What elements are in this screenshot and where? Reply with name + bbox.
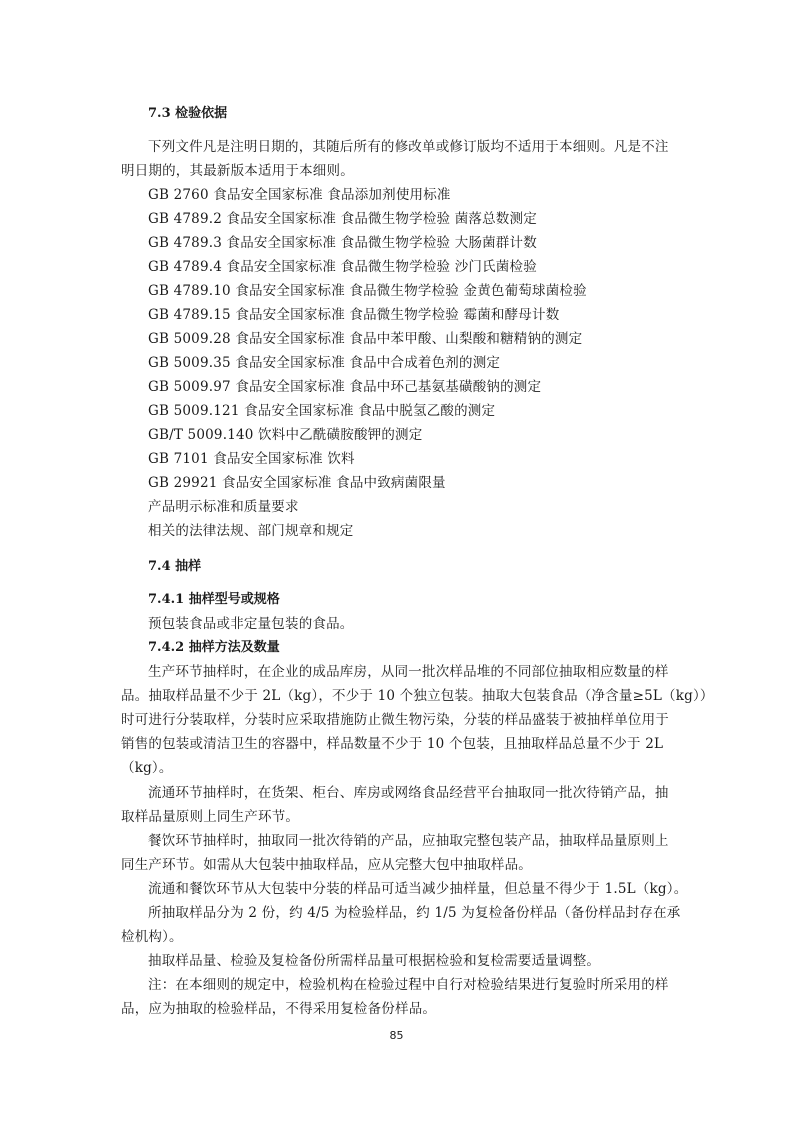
page-number: 85 xyxy=(389,1029,404,1042)
section-7-4-1-heading: 7.4.1 抽样型号或规格 xyxy=(148,592,280,607)
paragraph-line: 所抽取样品分为 2 份，约 4/5 为检验样品，约 1/5 为复检备份样品（备份样品封存在承 xyxy=(148,905,681,921)
paragraph-line: 抽取样品量、检验及复检备份所需样品量可根据检验和复检需要适量调整。 xyxy=(148,953,601,969)
intro-line-2: 明日期的，其最新版本适用于本细则。 xyxy=(121,163,354,179)
paragraph-line: 流通和餐饮环节从大包装中分装的样品可适当减少抽样量，但总量不得少于 1.5L（kg）。 xyxy=(148,881,688,897)
reference-item: GB 4789.4 食品安全国家标准 食品微生物学检验 沙门氏菌检验 xyxy=(148,259,537,275)
reference-item: GB 2760 食品安全国家标准 食品添加剂使用标准 xyxy=(148,187,451,203)
paragraph-line: 时可进行分装取样，分装时应采取措施防止微生物污染，分装的样品盛装于被抽样单位用于 xyxy=(121,712,669,728)
paragraph-line: 检机构）。 xyxy=(121,929,183,945)
note-line: 品，应为抽取的检验样品，不得采用复检备份样品。 xyxy=(121,1001,437,1017)
reference-item: GB 4789.10 食品安全国家标准 食品微生物学检验 金黄色葡萄球菌检验 xyxy=(148,283,587,299)
reference-item: GB 5009.121 食品安全国家标准 食品中脱氢乙酸的测定 xyxy=(148,403,496,419)
paragraph-line: 同生产环节。如需从大包装中抽取样品，应从完整大包中抽取样品。 xyxy=(121,857,532,873)
section-7-4-1-text: 预包装食品或非定量包装的食品。 xyxy=(148,616,354,632)
section-7-4-heading: 7.4 抽样 xyxy=(148,559,202,574)
section-7-3-heading: 7.3 检验依据 xyxy=(148,106,228,121)
paragraph-line: （kg）。 xyxy=(121,760,173,776)
reference-item: GB 4789.3 食品安全国家标准 食品微生物学检验 大肠菌群计数 xyxy=(148,235,537,251)
reference-item: 相关的法律法规、部门规章和规定 xyxy=(148,523,354,539)
reference-item: GB 7101 食品安全国家标准 饮料 xyxy=(148,451,355,467)
paragraph-line: 取样品量原则上同生产环节。 xyxy=(121,809,300,825)
paragraph-line: 流通环节抽样时，在货架、柜台、库房或网络食品经营平台抽取同一批次待销产品，抽 xyxy=(148,785,669,801)
paragraph-line: 生产环节抽样时，在企业的成品库房，从同一批次样品堆的不同部位抽取相应数量的样 xyxy=(148,664,669,680)
paragraph-line: 餐饮环节抽样时，抽取同一批次待销的产品，应抽取完整包装产品，抽取样品量原则上 xyxy=(148,833,669,849)
reference-item: GB 5009.97 食品安全国家标准 食品中环己基氨基磺酸钠的测定 xyxy=(148,379,542,395)
reference-item: GB 29921 食品安全国家标准 食品中致病菌限量 xyxy=(148,475,446,491)
reference-item: GB/T 5009.140 饮料中乙酰磺胺酸钾的测定 xyxy=(148,427,423,443)
reference-item: GB 5009.28 食品安全国家标准 食品中苯甲酸、山梨酸和糖精钠的测定 xyxy=(148,331,583,347)
reference-item: 产品明示标准和质量要求 xyxy=(148,499,299,515)
reference-item: GB 4789.2 食品安全国家标准 食品微生物学检验 菌落总数测定 xyxy=(148,211,537,227)
reference-item: GB 4789.15 食品安全国家标准 食品微生物学检验 霉菌和酵母计数 xyxy=(148,307,560,323)
paragraph-line: 销售的包装或清洁卫生的容器中，样品数量不少于 10 个包装，且抽取样品总量不少于 2L xyxy=(121,736,664,752)
intro-line-1: 下列文件凡是注明日期的，其随后所有的修改单或修订版均不适用于本细则。凡是不注 xyxy=(148,139,669,155)
reference-item: GB 5009.35 食品安全国家标准 食品中合成着色剂的测定 xyxy=(148,355,501,371)
paragraph-line: 品。抽取样品量不少于 2L（kg），不少于 10 个独立包装。抽取大包装食品（净含量≥5L（kg）） xyxy=(121,688,714,704)
note-line: 注：在本细则的规定中，检验机构在检验过程中自行对检验结果进行复验时所采用的样 xyxy=(148,977,669,993)
section-7-4-2-heading: 7.4.2 抽样方法及数量 xyxy=(148,640,280,655)
